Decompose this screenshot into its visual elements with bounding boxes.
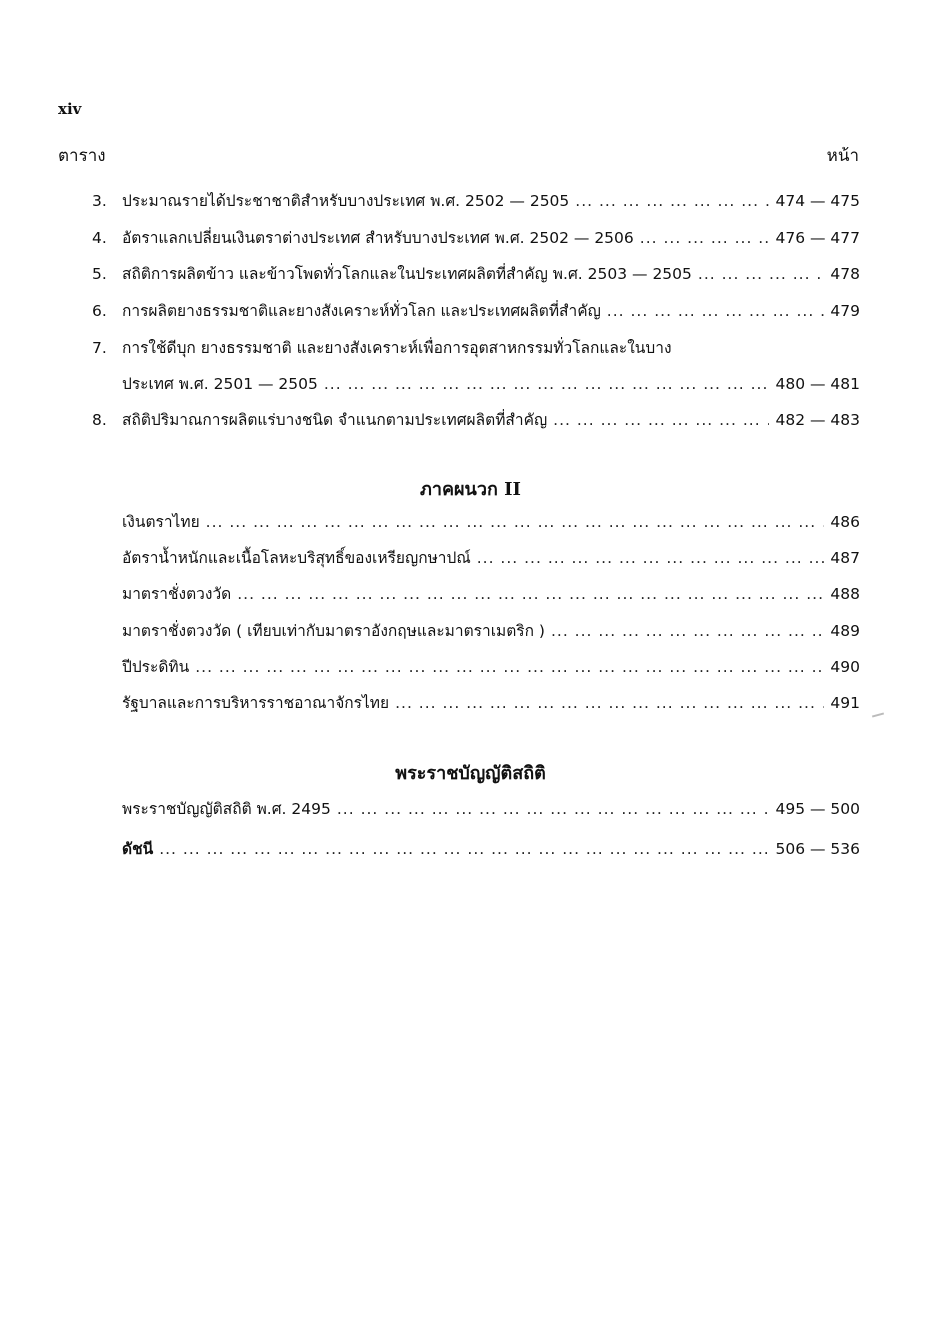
toc-entry-table-6[interactable] [92,298,860,323]
column-header-page: หน้า [826,146,859,166]
toc-entry-table-4[interactable] [92,225,860,250]
entry-number: 4. [92,229,107,247]
entry-page: 506 — 536 [775,840,860,858]
scan-mark [872,712,884,717]
appendix-heading: ภาคผนวก II [420,479,521,500]
act-heading: พระราชบัญญัติสถิติ [395,763,546,784]
toc-entry-act[interactable] [122,796,860,821]
entry-number: 5. [92,265,107,283]
entry-page: 491 [830,694,860,712]
entry-title: ดัชนี [122,840,154,858]
column-header-table: ตาราง [58,146,106,166]
toc-entry-appendix[interactable] [122,545,860,570]
leader-dots [553,411,769,429]
entry-page: 488 [830,585,860,603]
toc-entry-table-5[interactable] [92,261,860,286]
entry-title: รัฐบาลและการบริหารราชอาณาจักรไทย [122,694,390,712]
toc-entry-appendix[interactable] [122,618,860,643]
leader-dots [607,302,825,320]
toc-entry-table-7-continuation[interactable] [122,371,860,396]
entry-number: 8. [92,411,107,429]
entry-title: พระราชบัญญัติสถิติ พ.ศ. 2495 [122,800,331,818]
toc-entry-appendix[interactable] [122,690,860,715]
entry-page: 478 [830,265,860,283]
entry-title: การผลิตยางธรรมชาติและยางสังเคราะห์ทั่วโลก และประเทศผลิตที่สำคัญ [122,302,601,320]
toc-entry-table-3[interactable] [92,188,860,213]
entry-page: 479 [830,302,860,320]
toc-entry-appendix[interactable] [122,654,860,679]
toc-entry-appendix[interactable] [122,581,860,606]
leader-dots [477,549,825,567]
entry-page: 490 [830,658,860,676]
entry-title: สถิติปริมาณการผลิตแร่บางชนิด จำแนกตามประเทศผลิตที่สำคัญ [122,411,548,429]
leader-dots [159,840,769,858]
leader-dots [698,265,825,283]
entry-page: 482 — 483 [775,411,860,429]
page-number: xiv [58,100,82,118]
entry-page: 476 — 477 [775,229,860,247]
leader-dots [206,513,825,531]
leader-dots [395,694,824,712]
entry-title: ประมาณรายได้ประชาชาติสำหรับบางประเทศ พ.ศ. 2502 — 2505 [122,192,570,210]
entry-page: 486 [830,513,860,531]
entry-title: มาตราชั่งตวงวัด [122,585,232,603]
entry-page: 480 — 481 [775,375,860,393]
entry-number: 6. [92,302,107,320]
leader-dots [324,375,770,393]
toc-entry-appendix[interactable] [122,509,860,534]
toc-entry-table-7[interactable] [92,335,860,360]
toc-entry-table-8[interactable] [92,407,860,432]
entry-title: มาตราชั่งตวงวัด ( เทียบเท่ากับมาตราอังกฤษและมาตราเมตริก ) [122,622,545,640]
entry-page: 487 [830,549,860,567]
entry-title-continuation: ประเทศ พ.ศ. 2501 — 2505 [122,375,318,393]
entry-title: การใช้ดีบุก ยางธรรมชาติ และยางสังเคราะห์เพื่อการอุตสาหกรรมทั่วโลกและในบาง [122,339,672,357]
toc-entry-index[interactable] [122,836,860,861]
entry-page: 495 — 500 [775,800,860,818]
entry-title: สถิติการผลิตข้าว และข้าวโพดทั่วโลกและในประเทศผลิตที่สำคัญ พ.ศ. 2503 — 2505 [122,265,692,283]
leader-dots [575,192,769,210]
leader-dots [640,229,770,247]
entry-page: 474 — 475 [775,192,860,210]
entry-number: 3. [92,192,107,210]
leader-dots [551,622,824,640]
entry-title: อัตราแลกเปลี่ยนเงินตราต่างประเทศ สำหรับบางประเทศ พ.ศ. 2502 — 2506 [122,229,634,247]
leader-dots [195,658,824,676]
entry-number: 7. [92,339,107,357]
entry-title: ปีประดิทิน [122,658,190,676]
entry-title: เงินตราไทย [122,513,200,531]
leader-dots [337,800,770,818]
entry-page: 489 [830,622,860,640]
leader-dots [237,585,824,603]
entry-title: อัตราน้ำหนักและเนื้อโลหะบริสุทธิ์ของเหรียญกษาปณ์ [122,549,471,567]
